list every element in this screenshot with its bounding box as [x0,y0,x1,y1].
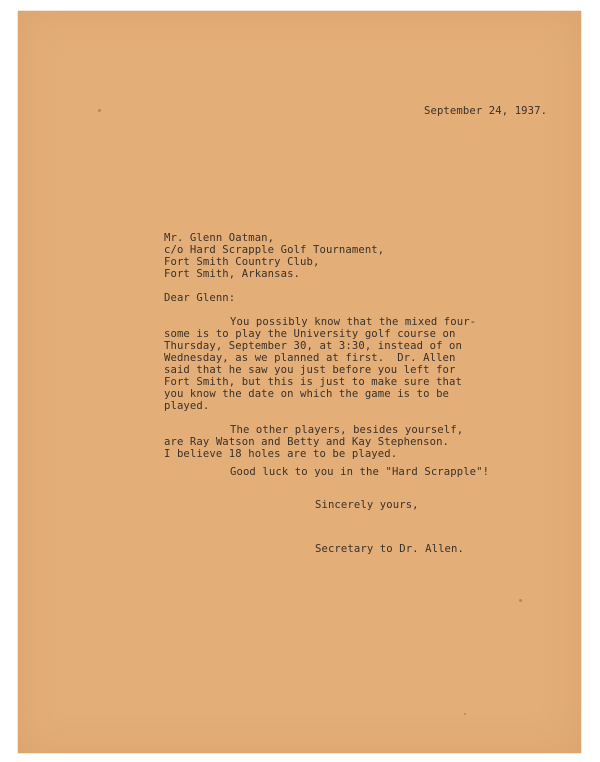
address-line: Mr. Glenn Oatman, [164,232,275,244]
paragraph-line: The other players, besides yourself, [230,424,464,436]
paragraph-line: Fort Smith, but this is just to make sure that [164,376,462,388]
signature-line: Secretary to Dr. Allen. [315,543,464,555]
address-line: Fort Smith, Arkansas. [164,268,301,280]
salutation: Dear Glenn: [164,292,236,304]
paragraph-line: said that he saw you just before you left for [164,364,456,376]
paragraph-line: you know the date on which the game is to be [164,388,450,400]
letter-page [18,11,581,753]
paper-speck [464,713,466,715]
letter-date: September 24, 1937. [424,105,548,117]
paragraph-line: some is to play the University golf course on [164,328,456,340]
address-line: Fort Smith Country Club, [164,256,320,268]
complimentary-close: Sincerely yours, [315,499,419,511]
closing-line: Good luck to you in the "Hard Scrapple"! [230,466,490,478]
paper-speck [98,109,101,112]
address-line: c/o Hard Scrapple Golf Tournament, [164,244,385,256]
paragraph-line: Thursday, September 30, at 3:30, instead of on [164,340,462,352]
paragraph-line: Wednesday, as we planned at first. Dr. Allen [164,352,456,364]
paragraph-line: played. [164,400,210,412]
paragraph-line: are Ray Watson and Betty and Kay Stephenson. [164,436,450,448]
paper-speck [519,599,522,602]
paragraph-line: I believe 18 holes are to be played. [164,448,398,460]
paragraph-line: You possibly know that the mixed four- [230,316,477,328]
